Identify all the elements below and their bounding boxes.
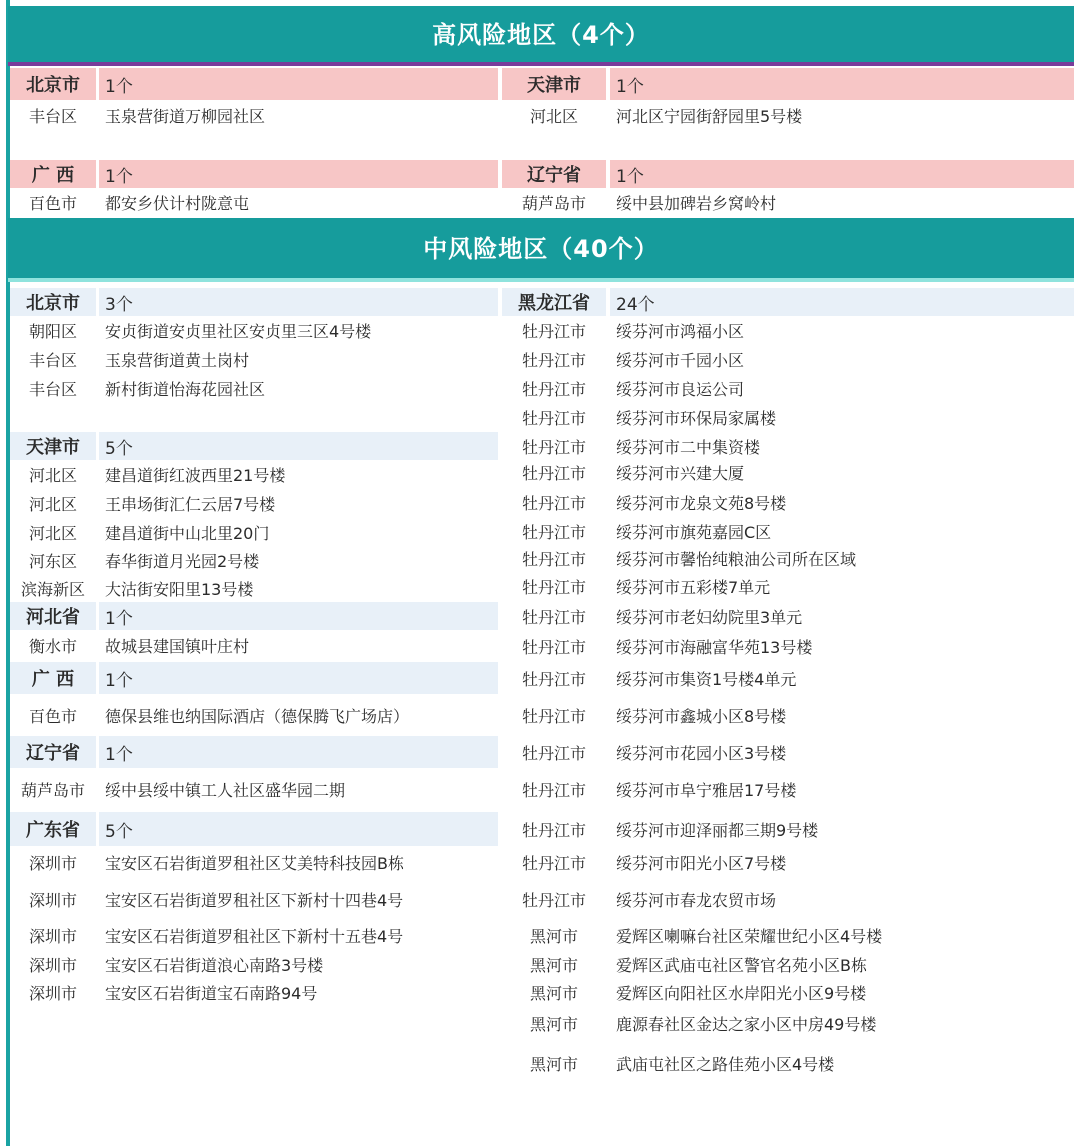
city-cell: 深圳市: [28, 955, 77, 975]
table-row: [502, 1048, 1074, 1078]
table-row: [502, 544, 1074, 572]
city-cell: 黑河市: [529, 983, 578, 1003]
table-row: [502, 846, 1074, 878]
city-cell: 深圳市: [28, 853, 77, 873]
city-cell: 百色市: [28, 706, 77, 726]
table-row: [502, 632, 1074, 661]
table-row: [10, 846, 498, 878]
address-cell: 都安乡伏计村陇意屯: [105, 193, 250, 213]
address-cell: 绥芬河市旗苑嘉园C区: [616, 523, 772, 542]
province-count: 5个: [99, 432, 498, 460]
city-cell: 河北区: [28, 466, 77, 485]
address-cell: 春华街道月光园2号楼: [105, 551, 260, 571]
table-row: [10, 518, 498, 546]
province-count: 1个: [99, 736, 498, 768]
table-row: [502, 345, 1074, 374]
address-cell: 绥芬河市二中集资楼: [616, 437, 761, 457]
province-count: 1个: [99, 68, 498, 100]
table-row: [10, 920, 498, 950]
table-row: [10, 950, 498, 978]
table-row: [502, 488, 1074, 517]
address-cell: 绥芬河市环保局家属楼: [616, 409, 777, 428]
city-cell: 丰台区: [28, 106, 77, 126]
table-row: [502, 882, 1074, 916]
address-cell: 王串场街汇仁云居7号楼: [105, 495, 276, 514]
province-name: 辽宁省: [10, 736, 96, 768]
city-cell: 衡水市: [28, 636, 77, 656]
province-count: 24个: [610, 288, 1074, 316]
table-row: [502, 735, 1074, 769]
address-cell: 绥中县绥中镇工人社区盛华园二期: [105, 780, 346, 800]
province-count: 5个: [99, 812, 498, 846]
address-cell: 德保县维也纳国际酒店（德保腾飞广场店）: [105, 706, 410, 726]
city-cell: 牡丹江市: [521, 463, 586, 483]
table-row: [502, 100, 1074, 130]
province-count: 1个: [610, 160, 1074, 188]
table-row: [10, 345, 498, 374]
address-cell: 故城县建国镇叶庄村: [105, 636, 250, 656]
city-cell: 牡丹江市: [521, 820, 586, 840]
province-count: 3个: [99, 288, 498, 316]
table-row: [502, 1008, 1074, 1038]
province-header-row: [502, 288, 1074, 316]
table-row: [10, 698, 498, 732]
table-row: [10, 978, 498, 1006]
address-cell: 绥芬河市馨怡纯粮油公司所在区域: [616, 549, 857, 569]
table-row: [502, 517, 1074, 546]
city-cell: 牡丹江市: [521, 437, 586, 457]
address-cell: 宝安区石岩街道浪心南路3号楼: [105, 955, 324, 975]
address-cell: 宝安区石岩街道罗租社区下新村十五巷4号: [105, 926, 404, 946]
city-cell: 牡丹江市: [521, 578, 586, 597]
province-name: 河北省: [10, 602, 96, 630]
address-cell: 绥芬河市阳光小区7号楼: [616, 853, 787, 873]
province-name: 北京市: [10, 68, 96, 100]
address-cell: 建昌道街红波西里21号楼: [105, 466, 286, 485]
table-row: [502, 602, 1074, 631]
table-row: [10, 374, 498, 403]
table-row: [502, 698, 1074, 732]
province-name: 广东省: [10, 812, 96, 846]
province-header-row: [10, 736, 498, 768]
high-risk-right-column: [502, 68, 1074, 216]
address-cell: 绥芬河市鸿福小区: [616, 322, 745, 341]
address-cell: 绥芬河市五彩楼7单元: [616, 578, 771, 597]
address-cell: 绥芬河市春龙农贸市场: [616, 890, 777, 910]
high-risk-divider: [8, 62, 1074, 66]
city-cell: 牡丹江市: [521, 549, 586, 569]
city-cell: 牡丹江市: [521, 890, 586, 910]
address-cell: 绥芬河市兴建大厦: [616, 463, 745, 483]
province-header-row: [10, 602, 498, 630]
city-cell: 牡丹江市: [521, 638, 586, 657]
high-risk-left-column: [10, 68, 498, 216]
city-cell: 朝阳区: [28, 322, 77, 341]
province-header-row: [10, 432, 498, 460]
province-name: 黑龙江省: [502, 288, 606, 316]
city-cell: 牡丹江市: [521, 608, 586, 627]
province-header-row: [10, 662, 498, 694]
city-cell: 葫芦岛市: [20, 780, 85, 800]
table-row: [10, 489, 498, 518]
province-header-row: [502, 160, 1074, 188]
address-cell: 绥芬河市龙泉文苑8号楼: [616, 494, 787, 513]
address-cell: 爱辉区喇嘛台社区荣耀世纪小区4号楼: [616, 926, 883, 946]
city-cell: 牡丹江市: [521, 409, 586, 428]
table-row: [502, 662, 1074, 694]
city-cell: 黑河市: [529, 926, 578, 946]
address-cell: 爱辉区武庙屯社区警官名苑小区B栋: [616, 955, 867, 975]
city-cell: 河北区: [529, 106, 578, 126]
city-cell: 河北区: [28, 495, 77, 514]
city-cell: 深圳市: [28, 926, 77, 946]
city-cell: 河东区: [28, 551, 77, 571]
address-cell: 鹿源春社区金达之家小区中房49号楼: [616, 1014, 877, 1034]
city-cell: 丰台区: [28, 380, 77, 399]
city-cell: 深圳市: [28, 983, 77, 1003]
province-header-row: [10, 812, 498, 846]
table-row: [10, 546, 498, 574]
mid-risk-divider: [8, 278, 1074, 282]
table-row: [10, 316, 498, 345]
address-cell: 绥芬河市迎泽丽都三期9号楼: [616, 820, 819, 840]
address-cell: 绥芬河市集资1号楼4单元: [616, 669, 797, 689]
city-cell: 牡丹江市: [521, 743, 586, 763]
city-cell: 牡丹江市: [521, 322, 586, 341]
address-cell: 玉泉营街道黄土岗村: [105, 351, 250, 370]
city-cell: 黑河市: [529, 955, 578, 975]
address-cell: 大沽街安阳里13号楼: [105, 579, 254, 599]
city-cell: 深圳市: [28, 890, 77, 910]
province-name: 广 西: [10, 160, 96, 188]
city-cell: 滨海新区: [20, 579, 85, 599]
province-count: 1个: [99, 662, 498, 694]
address-cell: 爱辉区向阳社区水岸阳光小区9号楼: [616, 983, 867, 1003]
mid-risk-banner: 中风险地区（40个）: [8, 218, 1074, 278]
city-cell: 牡丹江市: [521, 780, 586, 800]
province-header-row: [502, 68, 1074, 100]
table-row: [502, 316, 1074, 345]
address-cell: 绥芬河市老妇幼院里3单元: [616, 608, 803, 627]
province-name: 天津市: [502, 68, 606, 100]
city-cell: 牡丹江市: [521, 523, 586, 542]
table-row: [10, 574, 498, 602]
city-cell: 牡丹江市: [521, 706, 586, 726]
city-cell: 黑河市: [529, 1054, 578, 1074]
city-cell: 丰台区: [28, 351, 77, 370]
table-row: [502, 812, 1074, 846]
province-count: 1个: [99, 160, 498, 188]
table-row: [502, 950, 1074, 978]
address-cell: 安贞街道安贞里社区安贞里三区4号楼: [105, 322, 372, 341]
address-cell: 绥芬河市千园小区: [616, 351, 745, 370]
city-cell: 牡丹江市: [521, 494, 586, 513]
table-row: [502, 432, 1074, 460]
address-cell: 绥芬河市阜宁雅居17号楼: [616, 780, 797, 800]
address-cell: 宝安区石岩街道罗租社区下新村十四巷4号: [105, 890, 404, 910]
table-row: [10, 460, 498, 489]
province-header-row: [10, 160, 498, 188]
province-header-row: [10, 68, 498, 100]
table-row: [502, 403, 1074, 432]
table-row: [502, 978, 1074, 1006]
table-row: [10, 100, 498, 130]
city-cell: 牡丹江市: [521, 351, 586, 370]
city-cell: 葫芦岛市: [521, 193, 586, 213]
mid-risk-right-column: [502, 288, 1074, 1088]
address-cell: 绥芬河市海融富华苑13号楼: [616, 638, 813, 657]
province-count: 1个: [99, 602, 498, 630]
table-row: [502, 920, 1074, 950]
address-cell: 绥芬河市良运公司: [616, 380, 745, 399]
address-cell: 绥芬河市花园小区3号楼: [616, 743, 787, 763]
address-cell: 绥中县加碑岩乡窝岭村: [616, 193, 777, 213]
table-row: [502, 188, 1074, 216]
table-row: [502, 374, 1074, 403]
table-row: [10, 188, 498, 216]
city-cell: 百色市: [28, 193, 77, 213]
address-cell: 建昌道街中山北里20门: [105, 523, 270, 543]
province-name: 天津市: [10, 432, 96, 460]
table-row: [502, 572, 1074, 601]
province-header-row: [10, 288, 498, 316]
table-row: [10, 882, 498, 916]
city-cell: 牡丹江市: [521, 669, 586, 689]
city-cell: 河北区: [28, 523, 77, 543]
province-name: 辽宁省: [502, 160, 606, 188]
high-risk-banner: 高风险地区（4个）: [8, 6, 1074, 62]
address-cell: 武庙屯社区之路佳苑小区4号楼: [616, 1054, 835, 1074]
address-cell: 新村街道怡海花园社区: [105, 380, 266, 399]
city-cell: 黑河市: [529, 1014, 578, 1034]
address-cell: 玉泉营街道万柳园社区: [105, 106, 266, 126]
city-cell: 牡丹江市: [521, 380, 586, 399]
address-cell: 宝安区石岩街道罗租社区艾美特科技园B栋: [105, 853, 404, 873]
table-row: [502, 458, 1074, 486]
address-cell: 宝安区石岩街道宝石南路94号: [105, 983, 318, 1003]
city-cell: 牡丹江市: [521, 853, 586, 873]
address-cell: 河北区宁园街舒园里5号楼: [616, 106, 803, 126]
table-row: [10, 630, 498, 660]
address-cell: 绥芬河市鑫城小区8号楼: [616, 706, 787, 726]
table-row: [10, 772, 498, 806]
mid-risk-left-column: [10, 288, 498, 1008]
table-row: [502, 772, 1074, 806]
province-count: 1个: [610, 68, 1074, 100]
province-name: 广 西: [10, 662, 96, 694]
province-name: 北京市: [10, 288, 96, 316]
